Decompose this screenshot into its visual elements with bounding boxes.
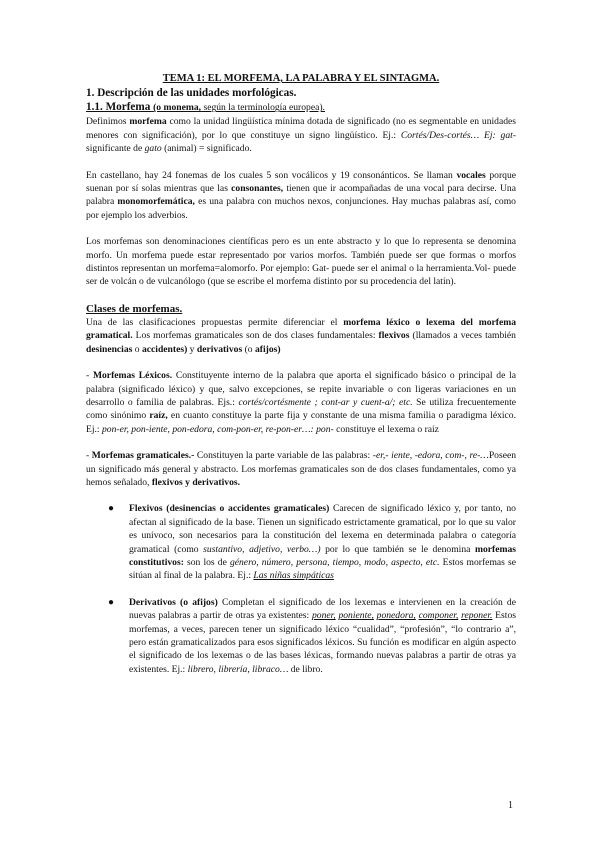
term: Morfemas Léxicos. [92,370,173,382]
bullet-icon: ● [108,596,115,608]
list-item-derivativos [86,596,516,676]
paragraph-morfemas-gramaticales [86,449,516,489]
term: monomorfemática, [117,196,195,208]
list-item-flexivos [86,502,516,582]
term: Flexivos (desinencias o accidentes gramaticales) [129,503,330,515]
example: cortés/cortésmente ; cont-ar y cuent-a/; etc. [238,396,413,408]
document-title: TEMA 1: EL MORFEMA, LA PALABRA Y EL SINTAGMA. [162,73,440,84]
text: Estos morfemas se sitúan al final de la palabra. Ej.: [129,556,517,582]
text: (o [242,343,255,355]
example: poniente, [338,610,374,622]
example: sustantivo, adjetivo, verbo…) [203,543,321,555]
text: son los de [183,556,230,568]
term: desinencias [86,343,133,355]
term: afijos) [254,343,281,355]
text: en cuanto constituye la parte fija y constante de una misma familia o paradigma léxico. Ej.: [86,410,517,435]
term: morfema [129,116,167,128]
page-number: 1 [508,800,513,811]
example: gato [144,143,162,155]
text: Poseen un significado más general y abstracto. Los morfemas gramaticales son de dos clases fundamentales, como ya hemos señalado, [86,450,517,488]
text: Los morfemas gramaticales son de dos clases fundamentales: [132,330,379,342]
text: - [86,450,92,462]
text: Completan el significado de los lexemas e intervienen en la creación de nuevas palabras a partir de otras ya existentes: [129,596,516,622]
text: de libro. [288,663,323,675]
example: Las niñas simpáticas [253,570,334,582]
text: tienen que ir acompañadas de una vocal para decirse. Una palabra [86,183,516,208]
paragraph-morfos: Los morfemas son denominaciones científicas pero es un ente abstracto y lo que lo representa se denomina morfo. Un morfema puede estar representado por varios morfos. También puede ser que formas o morfos distintos representan un morfema=alomorfo. Por ejemplo: Gat- puede ser el animal o la herramienta.Vol- puede ser de volcán o de vulcanólogo (que se escribe el morfema distinto por su procedencia del latín). [86,236,516,288]
example: Cortés/Des-cortés… Ej: gat- [400,129,516,141]
text: Definimos [86,116,130,128]
text: o [132,343,142,355]
subsection-number: 1.1. Morfema [86,101,154,114]
clases-heading: Clases de morfemas. [86,302,183,315]
text: como la unidad lingüística mínima dotada de significado (no es segmentable en unidades menores con significación), por lo que constituye un signo lingüístico. Ej.: [86,116,517,141]
term: accidentes) [141,343,188,355]
text: Constituyen la parte variable de las palabras: [194,450,373,462]
text: (animal) = significado. [161,143,252,155]
text: Estos morfemas, a veces, parecen tener un significado léxico “cualidad”, “profesión”, “lo contrario a”, pero están gramaticalizados para esos significados léxicos. Su función es modificar en algún aspecto el significado de los lexemas o de las bases léxicas, formando nuevas palabras a partir de otras ya existentes. Ej.: [129,610,516,675]
example: poner, [311,610,336,622]
example: pon-er, pon-iente, pon-edora, com-pon-er, re-pon-er…: pon- [102,423,334,435]
section-heading: 1. Descripción de las unidades morfológicas. [86,87,297,100]
text: Carecen de significado léxico y, por tanto, no afectan al significado de la base. Tienen un significado estrictamente gramatical, por lo que su valor es unívoco, son necesarios para la constitución del lexema en determinada palabra o categoría gramatical (como [129,503,516,555]
example: reponer. [461,610,493,622]
text: constituye el lexema o raíz [333,423,439,435]
text: Constituyente interno de la palabra que aporta el significado básico o principal de la palabra (significado léxico) y que, salvo excepciones, se repite invariable o con ligeras variaciones en un desarrollo o familia de palabras. Ejs.: [86,370,516,408]
text: (llamados a veces también [409,330,516,342]
text: En castellano, hay 24 fonemas de los cuales 5 son vocálicos y 19 consonánticos. Se llaman [86,169,457,181]
text: es una palabra con muchos nexos, conjunciones. Hay muchas palabras así, como por ejemplo los adverbios. [86,196,516,221]
paragraph-morfema-definition [86,115,516,155]
text: y [187,343,197,355]
paragraph-fonemas [86,169,516,223]
term: raíz, [149,410,168,422]
subsection-rest: según la terminología europea). [201,102,325,114]
subsection-heading [86,100,516,115]
example: ponedora, [376,610,416,622]
text: significante de [86,143,145,155]
term: morfemas constitutivos: [129,543,516,568]
subsection-paren: (o monema, [153,102,202,114]
term: Derivativos (o afijos) [129,596,218,608]
term: Morfemas gramaticales.- [91,450,195,462]
text: Una de las clasificaciones propuestas permite diferenciar el [86,316,344,328]
page-content [86,72,516,676]
term: flexivos [378,330,410,342]
term: vocales [456,169,486,181]
term: flexivos y derivativos. [151,476,241,488]
example: componer, [418,610,459,622]
term: derivativos [196,343,243,355]
term: morfema léxico o lexema del morfema gramatical. [86,316,516,342]
example: -er,- iente, -edora, com-, re-… [372,450,489,462]
text: - [86,370,93,382]
text: porque suenan por sí solas mientras que las [86,169,516,195]
text: por lo que también se le denomina [320,543,475,555]
paragraph-morfemas-lexicos [86,369,516,436]
text: Se utiliza frecuentemente como sinónimo [86,396,517,422]
bullet-list [86,502,516,676]
paragraph-clasificacion [86,316,516,356]
bullet-icon: ● [108,503,115,515]
term: consonantes, [231,183,284,195]
example: librero, librería, libraco… [187,663,289,675]
example: género, número, persona, tiempo, modo, aspecto, etc. [229,556,440,568]
